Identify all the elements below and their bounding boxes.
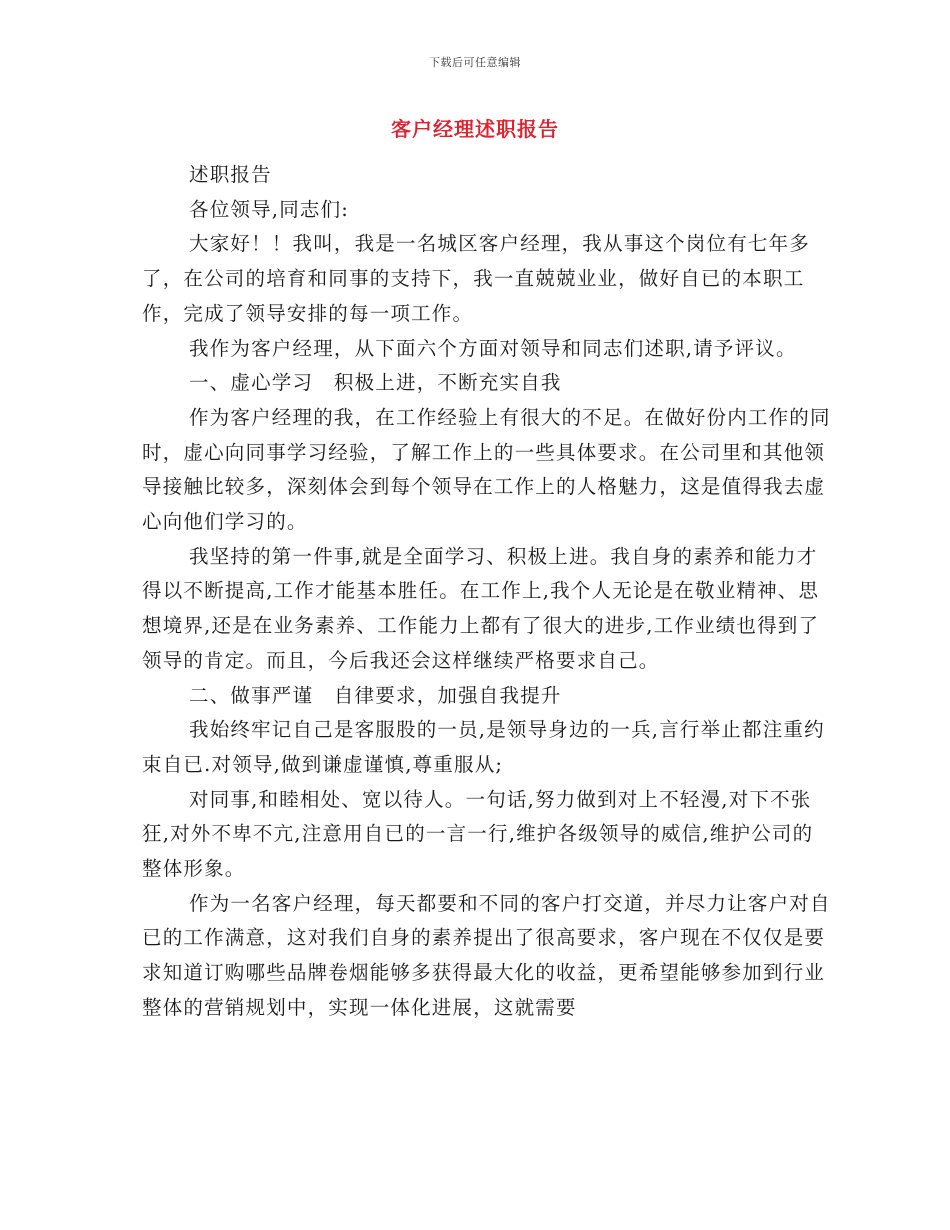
paragraph: 述职报告	[189, 163, 272, 186]
section-heading: 二、做事严谨 自律要求，加强自我提升	[189, 683, 562, 707]
paragraph: 作为一名客户经理，每天都要和不同的客户打交道，并尽力让客户对自已的工作满意，这对我们自身的素养提出了很高要求，客户现在不仅仅是要求知道订购哪些品牌卷烟能够多获得最大化的收益，更希望能够参加到行业整体的营销规划中，实现一体化进展，这就需要	[142, 891, 831, 1019]
paragraph: 对同事,和睦相处、宽以待人。一句话,努力做到对上不轻漫,对下不张狂,对外不卑不亢,注意用自已的一言一行,维护各级领导的威信,维护公司的整体形象。	[142, 787, 814, 881]
paragraph: 大家好！！我叫，我是一名城区客户经理，我从事这个岗位有七年多了，在公司的培育和同事的支持下，我一直兢兢业业，做好自已的本职工作，完成了领导安排的每一项工作。	[142, 232, 811, 325]
paragraph: 我作为客户经理，从下面六个方面对领导和同志们述职,请予评议。	[189, 336, 797, 360]
paragraph: 作为客户经理的我，在工作经验上有很大的不足。在做好份内工作的同时，虚心向同事学习经验，了解工作上的一些具体要求。在公司里和其他领导接触比较多，深刻体会到每个领导在工作上的人格魅力，这是值得我去虚心向他们学习的。	[142, 405, 831, 534]
document-body	[142, 158, 832, 1026]
section-heading: 一、虚心学习 积极上进，不断充实自我	[189, 371, 562, 395]
paragraph: 我坚持的第一件事,就是全面学习、积极上进。我自身的素养和能力才得以不断提高,工作才能基本胜任。在工作上,我个人无论是在敬业精神、思想境界,还是在业务素养、工作能力上都有了很大的进步,工作业绩也得到了领导的肯定。而且，今后我还会这样继续严格要求自己。	[142, 544, 820, 672]
header-note: 下载后可任意编辑	[429, 56, 521, 69]
paragraph: 各位领导,同志们:	[189, 197, 350, 221]
paragraph: 我始终牢记自己是客服股的一员,是领导身边的一兵,言行举止都注重约束自已.对领导,做到谦虚谨慎,尊重服从;	[142, 718, 825, 776]
document-title: 客户经理述职报告	[391, 117, 559, 141]
